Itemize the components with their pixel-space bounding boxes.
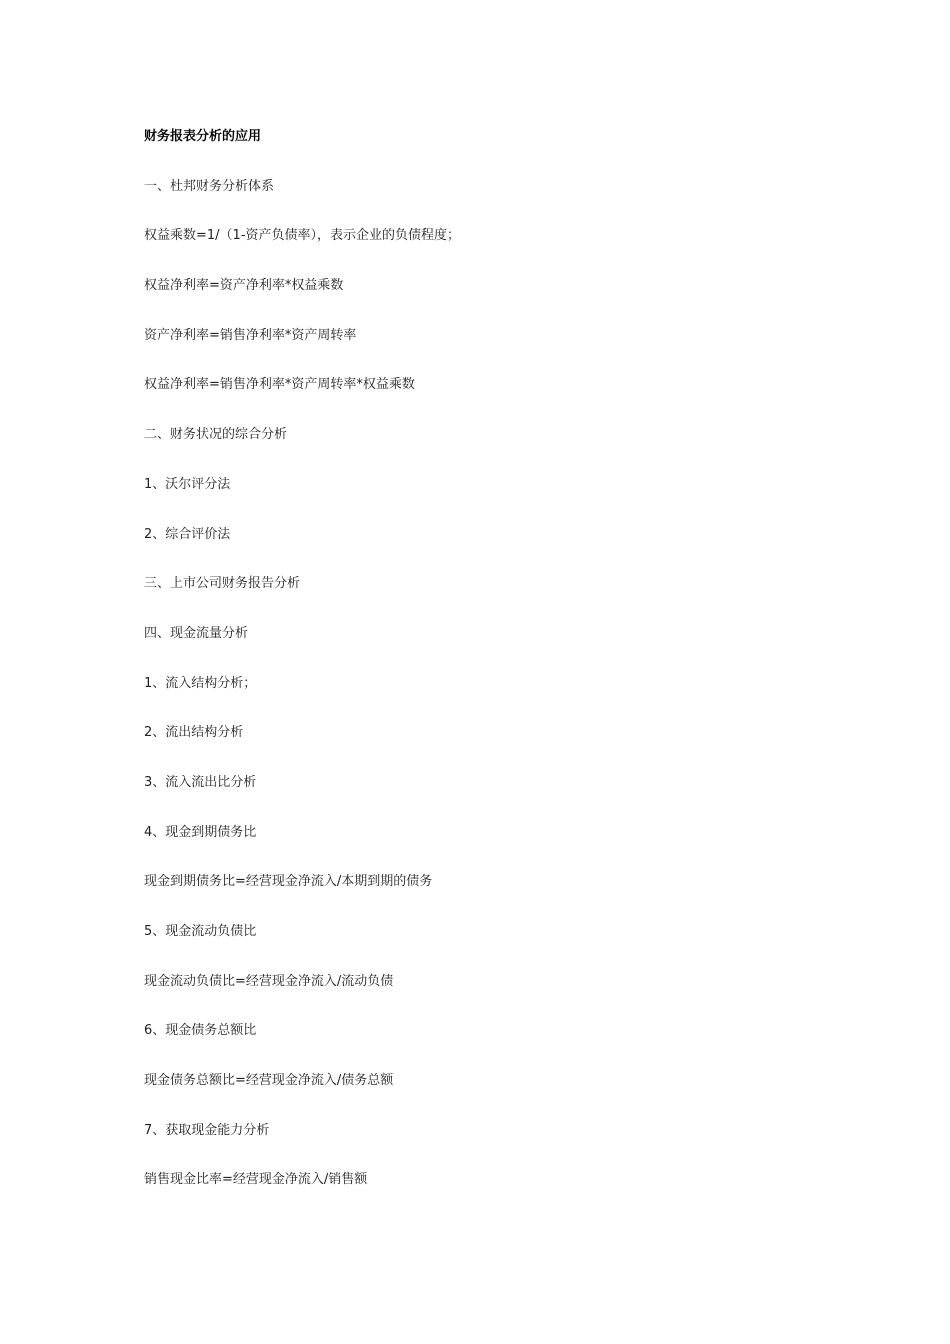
formula-sales-cash-ratio: 销售现金比率=经营现金净流入/销售额 [144,1172,368,1188]
list-item: 6、现金债务总额比 [144,1023,257,1039]
document-body [144,127,824,1220]
formula-roa: 资产净利率=销售净利率*资产周转率 [144,327,357,343]
document-title: 财务报表分析的应用 [144,129,262,144]
section-heading-dupont: 一、杜邦财务分析体系 [144,178,275,194]
formula-cash-maturity-ratio: 现金到期债务比=经营现金净流入/本期到期的债务 [144,874,433,890]
list-item: 2、综合评价法 [144,526,231,542]
list-item: 7、获取现金能力分析 [144,1122,270,1138]
list-item: 3、流入流出比分析 [144,774,257,790]
section-heading-comprehensive: 二、财务状况的综合分析 [144,427,288,443]
list-item: 1、沃尔评分法 [144,476,231,492]
formula-roe-expanded: 权益净利率=销售净利率*资产周转率*权益乘数 [144,377,415,393]
list-item: 1、流入结构分析； [144,675,257,691]
formula-equity-multiplier: 权益乘数=1/（1-资产负债率），表示企业的负债程度； [144,228,461,244]
list-item: 5、现金流动负债比 [144,924,257,939]
formula-cash-current-liability-ratio: 现金流动负债比=经营现金净流入/流动负债 [144,973,394,989]
list-item: 2、流出结构分析 [144,725,244,741]
section-heading-listed-company: 三、上市公司财务报告分析 [144,576,301,592]
formula-roe: 权益净利率=资产净利率*权益乘数 [144,278,344,294]
formula-cash-total-debt-ratio: 现金债务总额比=经营现金净流入/债务总额 [144,1073,394,1089]
section-heading-cash-flow: 四、现金流量分析 [144,625,249,641]
list-item: 4、现金到期债务比 [144,824,257,840]
